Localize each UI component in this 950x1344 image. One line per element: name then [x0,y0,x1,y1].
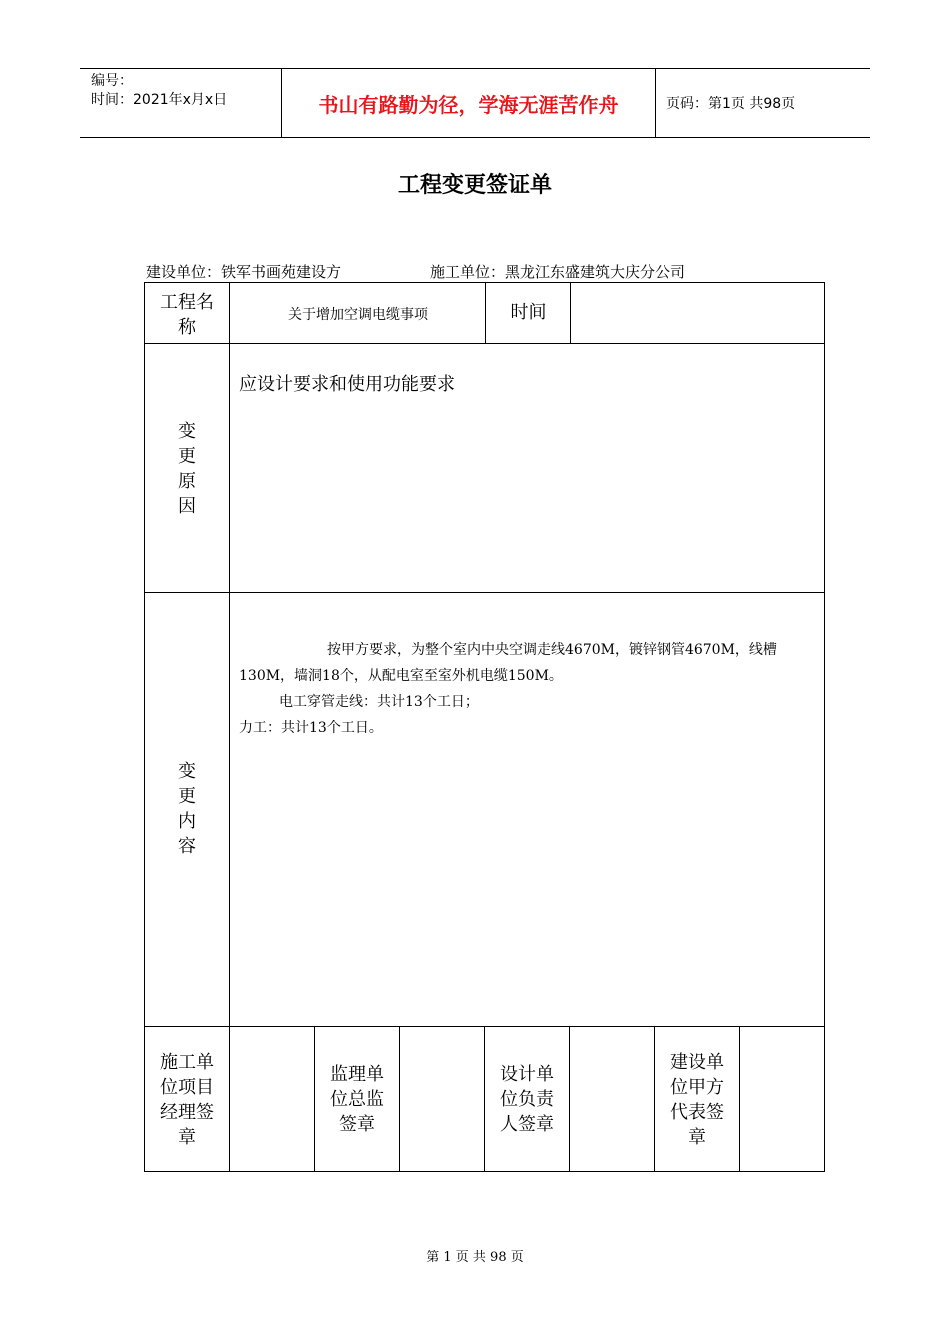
designer-sign-label: 设计单位负责人签章 [500,1064,554,1135]
grid-line [739,1026,740,1172]
grid-line [144,592,825,593]
change-reason-text: 应设计要求和使用功能要求 [239,374,455,395]
page-code-text: 页码：第1页 共98页 [666,96,796,112]
header-slogan [282,69,656,137]
owner-rep-sign-label: 建设单位甲方代表签章 [670,1052,724,1148]
grid-line [654,1026,655,1172]
page-footer: 第 1 页 共 98 页 [426,1250,524,1265]
content-line: 电工穿管走线：共计13个工日； [279,694,479,710]
owner-unit: 建设单位：铁军书画苑建设方 [146,263,342,281]
serial-label: 编号： [91,73,133,89]
grid-line [229,282,230,1172]
grid-line [824,282,825,1172]
contractor-unit: 施工单位：黑龙江东盛建筑大庆分公司 [430,263,686,281]
content-line: 力工：共计13个工日。 [239,720,383,736]
grid-line [484,1026,485,1172]
content-line: 按甲方要求，为整个室内中央空调走线4670M，镀锌钢管4670M，线槽 [327,642,777,658]
project-name-value: 关于增加空调电缆事项 [288,307,428,323]
contractor-manager-sign-label: 施工单位项目经理签章 [160,1052,214,1148]
time-label: 时间 [510,302,547,323]
change-form [144,282,825,1172]
grid-line [314,1026,315,1172]
supervisor-sign-label: 监理单位总监签章 [330,1064,384,1135]
document-title: 工程变更签证单 [397,173,552,198]
page-header [80,68,870,138]
grid-line [399,1026,400,1172]
header-meta [80,69,282,137]
header-page-code [656,69,870,137]
date-line: 时间：2021年x月x日 [91,92,228,108]
change-reason-label: 变更原因 [178,421,196,517]
project-name-label: 工程名称 [160,292,214,338]
slogan-text: 书山有路勤为径，学海无涯苦作舟 [318,92,619,117]
change-content-body [239,637,824,741]
change-content-label: 变更内容 [178,761,196,857]
grid-line [569,1026,570,1172]
grid-line [144,282,145,1172]
content-line: 130M，墙洞18个，从配电室至室外机电缆150M。 [239,668,563,684]
